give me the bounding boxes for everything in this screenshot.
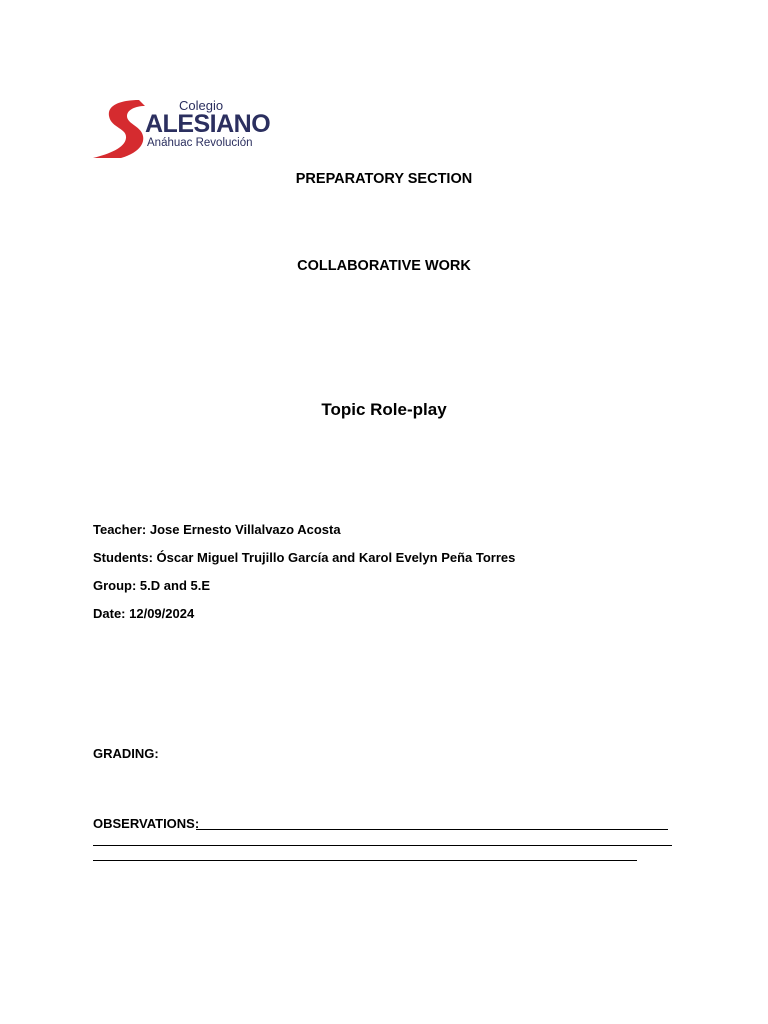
students-line: Students: Óscar Miguel Trujillo García and Karol Evelyn Peña Torres (93, 550, 516, 565)
topic-title: Topic Role-play (321, 400, 447, 419)
salesiano-s-mark-icon (93, 98, 153, 160)
date-line: Date: 12/09/2024 (93, 606, 195, 621)
logo-colegio-text: Colegio (179, 98, 224, 113)
observations-line (93, 860, 637, 861)
teacher-line: Teacher: Jose Ernesto Villalvazo Acosta (93, 522, 341, 537)
observations-line (93, 845, 672, 846)
logo-wordmark: ALESIANO (145, 110, 271, 138)
observations-label: OBSERVATIONS: (93, 816, 200, 831)
logo-campus-text: Anáhuac Revolución (147, 137, 253, 149)
section-heading: PREPARATORY SECTION (295, 171, 473, 187)
school-logo (93, 98, 271, 160)
grading-label: GRADING: (93, 746, 159, 761)
group-line: Group: 5.D and 5.E (93, 578, 211, 593)
observations-line (196, 829, 668, 830)
work-heading: COLLABORATIVE WORK (297, 258, 471, 274)
